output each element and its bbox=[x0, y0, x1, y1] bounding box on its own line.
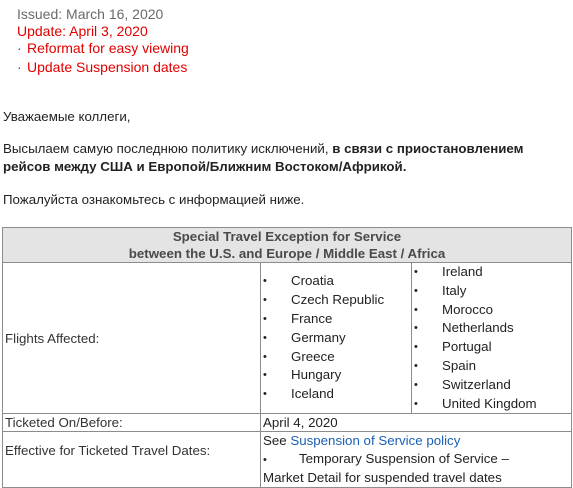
country-item bbox=[414, 395, 569, 414]
countries-column-1 bbox=[261, 263, 412, 414]
flights-affected-label: Flights Affected: bbox=[3, 263, 261, 414]
country-item bbox=[414, 301, 569, 320]
bullet-icon: • bbox=[263, 350, 267, 363]
countries-column-2 bbox=[412, 263, 572, 414]
country-name: Czech Republic bbox=[291, 292, 385, 308]
country-name: Croatia bbox=[291, 273, 334, 289]
country-name: Iceland bbox=[291, 386, 334, 402]
effective-bullet bbox=[263, 450, 569, 470]
bullet-icon: • bbox=[414, 322, 418, 335]
bullet-icon: • bbox=[414, 378, 418, 391]
country-item bbox=[263, 310, 409, 329]
intro-text: Высылаем самую последнюю политику исключений, bbox=[3, 141, 333, 156]
country-name: Spain bbox=[442, 357, 477, 373]
country-item bbox=[263, 366, 409, 385]
effective-bullet-cont: Market Detail for suspended travel dates bbox=[263, 470, 502, 486]
bullet-icon: • bbox=[263, 453, 267, 466]
country-name: France bbox=[291, 310, 333, 326]
exception-table bbox=[2, 227, 572, 488]
ticketed-label: Ticketed On/Before: bbox=[3, 414, 261, 432]
table-title-line: between the U.S. and Europe / Middle East / Africa bbox=[128, 246, 446, 261]
bullet-icon: • bbox=[414, 303, 418, 316]
country-item bbox=[414, 263, 569, 282]
suspension-policy-link[interactable]: Suspension of Service policy bbox=[290, 433, 461, 449]
country-list bbox=[263, 272, 409, 404]
bullet-icon: • bbox=[263, 294, 267, 307]
country-name: Netherlands bbox=[442, 320, 514, 336]
country-name: Italy bbox=[442, 282, 467, 298]
intro-emphasis: в связи с приостановлением bbox=[332, 141, 524, 156]
country-name: Ireland bbox=[442, 264, 483, 279]
country-name: Germany bbox=[291, 329, 346, 345]
country-item bbox=[414, 338, 569, 357]
ticketed-value: April 4, 2020 bbox=[261, 414, 572, 432]
bullet-icon: • bbox=[414, 397, 418, 410]
country-item bbox=[414, 319, 569, 338]
change-label: Update Suspension dates bbox=[27, 59, 188, 75]
update-date: Update: April 3, 2020 bbox=[17, 23, 148, 39]
country-name: Greece bbox=[291, 348, 335, 364]
country-item bbox=[414, 376, 569, 395]
review-note: Пожалуйста ознакомьтесь с информацией ниже. bbox=[3, 192, 305, 207]
country-list bbox=[414, 263, 569, 413]
country-name: Switzerland bbox=[442, 376, 511, 392]
bullet-icon: • bbox=[263, 388, 267, 401]
effective-label: Effective for Ticketed Travel Dates: bbox=[3, 432, 261, 488]
country-item bbox=[263, 385, 409, 404]
bullet-icon: · bbox=[17, 59, 22, 75]
bullet-icon: • bbox=[414, 359, 418, 372]
country-name: Morocco bbox=[442, 301, 493, 317]
change-item-reformat bbox=[17, 40, 189, 56]
change-item-suspension bbox=[17, 59, 187, 75]
country-name: Hungary bbox=[291, 367, 342, 383]
effective-value bbox=[261, 432, 572, 488]
country-name: United Kingdom bbox=[442, 395, 537, 411]
intro-emphasis: рейсов между США и Европой/Ближним Востоком/Африкой. bbox=[3, 159, 407, 174]
country-name: Portugal bbox=[442, 339, 492, 355]
table-title-line: Special Travel Exception for Service bbox=[172, 229, 402, 244]
country-item bbox=[263, 348, 409, 367]
country-item bbox=[263, 329, 409, 348]
intro-line-2 bbox=[3, 159, 406, 174]
change-label: Reformat for easy viewing bbox=[27, 40, 189, 56]
greeting: Уважаемые коллеги, bbox=[3, 109, 131, 124]
country-item bbox=[263, 291, 409, 310]
bullet-icon: · bbox=[17, 40, 22, 56]
issued-date: Issued: March 16, 2020 bbox=[17, 6, 164, 22]
table-title bbox=[3, 228, 572, 263]
effective-see-line bbox=[263, 432, 569, 450]
see-text: See bbox=[263, 433, 291, 449]
intro-line-1 bbox=[3, 141, 523, 156]
country-item bbox=[414, 357, 569, 376]
bullet-icon: • bbox=[263, 312, 267, 325]
country-item bbox=[263, 272, 409, 291]
country-item bbox=[414, 282, 569, 301]
bullet-text: Temporary Suspension of Service – bbox=[299, 450, 509, 466]
bullet-icon: • bbox=[414, 341, 418, 354]
bullet-icon: • bbox=[414, 266, 418, 278]
bullet-icon: • bbox=[263, 331, 267, 344]
bullet-icon: • bbox=[263, 369, 267, 382]
bullet-icon: • bbox=[263, 275, 267, 288]
bullet-icon: • bbox=[414, 284, 418, 297]
